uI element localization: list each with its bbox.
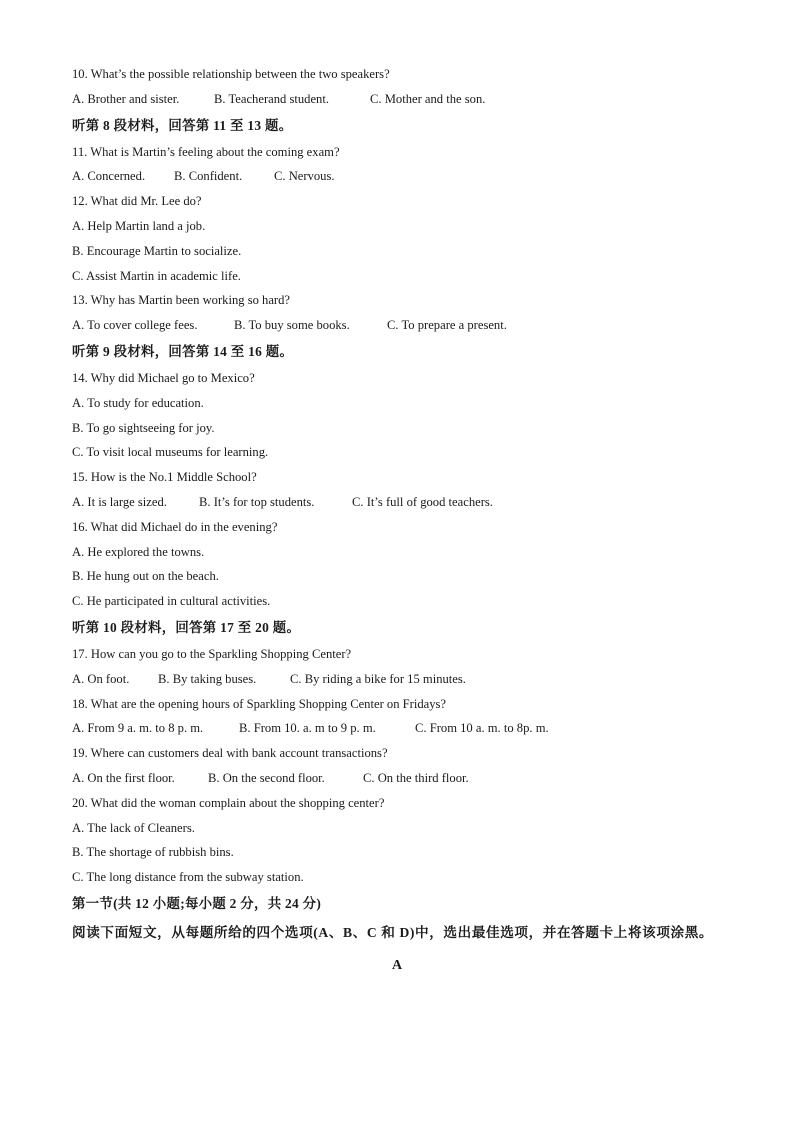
question-11-option-b: B. Confident. bbox=[174, 169, 243, 184]
passage-title: A bbox=[391, 957, 403, 973]
question-17-options bbox=[72, 667, 722, 692]
question-15-stem: 15. How is the No.1 Middle School? bbox=[72, 470, 257, 485]
question-15-option-c: C. It’s full of good teachers. bbox=[352, 494, 493, 509]
question-18-stem: 18. What are the opening hours of Sparkling Shopping Center on Fridays? bbox=[72, 696, 447, 711]
question-10-option-b: B. Teacherand student. bbox=[214, 91, 329, 106]
question-18-option-c: C. From 10 a. m. to 8p. m. bbox=[415, 721, 549, 736]
question-10-stem: 10. What’s the possible relationship between the two speakers? bbox=[72, 67, 390, 81]
question-16-option-c: C. He participated in cultural activities. bbox=[72, 594, 271, 609]
instruction-text: 阅读下面短文，从每题所给的四个选项(A、B、C 和 D)中，选出最佳选项，并在答题卡上将该项涂黑。 bbox=[72, 924, 714, 940]
question-12-option-c: C. Assist Martin in academic life. bbox=[72, 268, 241, 283]
question-19-option-b: B. On the second floor. bbox=[208, 770, 325, 785]
question-19-options bbox=[72, 766, 722, 791]
question-16-option-a: A. He explored the towns. bbox=[72, 544, 205, 559]
part-heading: 第一节(共 12 小题;每小题 2 分，共 24 分) bbox=[72, 895, 322, 911]
question-13-options bbox=[72, 313, 722, 338]
question-16-option-b: B. He hung out on the beach. bbox=[72, 569, 219, 584]
question-17-option-a: A. On foot. bbox=[72, 671, 130, 686]
question-14-option-a: A. To study for education. bbox=[72, 395, 204, 410]
question-19-stem: 19. Where can customers deal with bank account transactions? bbox=[72, 746, 388, 761]
question-13-option-a: A. To cover college fees. bbox=[72, 318, 198, 333]
question-15-option-b: B. It’s for top students. bbox=[199, 494, 315, 509]
question-18-options bbox=[72, 716, 722, 741]
question-19-option-a: A. On the first floor. bbox=[72, 770, 175, 785]
question-12-option-a: A. Help Martin land a job. bbox=[72, 218, 206, 233]
question-11-option-c: C. Nervous. bbox=[274, 169, 335, 184]
question-20-option-a: A. The lack of Cleaners. bbox=[72, 820, 195, 835]
question-10-options bbox=[72, 87, 722, 112]
question-12-stem: 12. What did Mr. Lee do? bbox=[72, 194, 202, 209]
question-20-option-b: B. The shortage of rubbish bins. bbox=[72, 845, 234, 860]
question-14-option-c: C. To visit local museums for learning. bbox=[72, 445, 269, 460]
question-19-option-c: C. On the third floor. bbox=[363, 770, 469, 785]
question-13-option-c: C. To prepare a present. bbox=[387, 318, 507, 333]
section-heading-9: 听第 9 段材料，回答第 14 至 16 题。 bbox=[72, 343, 294, 359]
exam-page bbox=[72, 62, 722, 980]
question-11-option-a: A. Concerned. bbox=[72, 169, 146, 184]
question-17-option-b: B. By taking buses. bbox=[158, 671, 257, 686]
section-heading-10: 听第 10 段材料，回答第 17 至 20 题。 bbox=[72, 619, 301, 635]
question-11-options bbox=[72, 164, 722, 189]
question-18-option-b: B. From 10. a. m to 9 p. m. bbox=[239, 721, 376, 736]
question-12-option-b: B. Encourage Martin to socialize. bbox=[72, 243, 242, 258]
question-20-stem: 20. What did the woman complain about the shopping center? bbox=[72, 795, 385, 810]
question-15-options bbox=[72, 490, 722, 515]
question-14-option-b: B. To go sightseeing for joy. bbox=[72, 420, 215, 435]
question-16-stem: 16. What did Michael do in the evening? bbox=[72, 519, 278, 534]
question-11-stem: 11. What is Martin’s feeling about the coming exam? bbox=[72, 144, 340, 159]
section-heading-8: 听第 8 段材料，回答第 11 至 13 题。 bbox=[72, 117, 293, 133]
question-13-stem: 13. Why has Martin been working so hard? bbox=[72, 293, 291, 308]
question-17-stem: 17. How can you go to the Sparkling Shopping Center? bbox=[72, 646, 352, 661]
question-10-option-c: C. Mother and the son. bbox=[370, 91, 486, 106]
question-20-option-c: C. The long distance from the subway station. bbox=[72, 870, 304, 885]
question-14-stem: 14. Why did Michael go to Mexico? bbox=[72, 370, 255, 385]
question-17-option-c: C. By riding a bike for 15 minutes. bbox=[290, 671, 466, 686]
question-13-option-b: B. To buy some books. bbox=[234, 318, 350, 333]
question-10-option-a: A. Brother and sister. bbox=[72, 91, 180, 106]
question-18-option-a: A. From 9 a. m. to 8 p. m. bbox=[72, 721, 204, 736]
question-15-option-a: A. It is large sized. bbox=[72, 494, 167, 509]
